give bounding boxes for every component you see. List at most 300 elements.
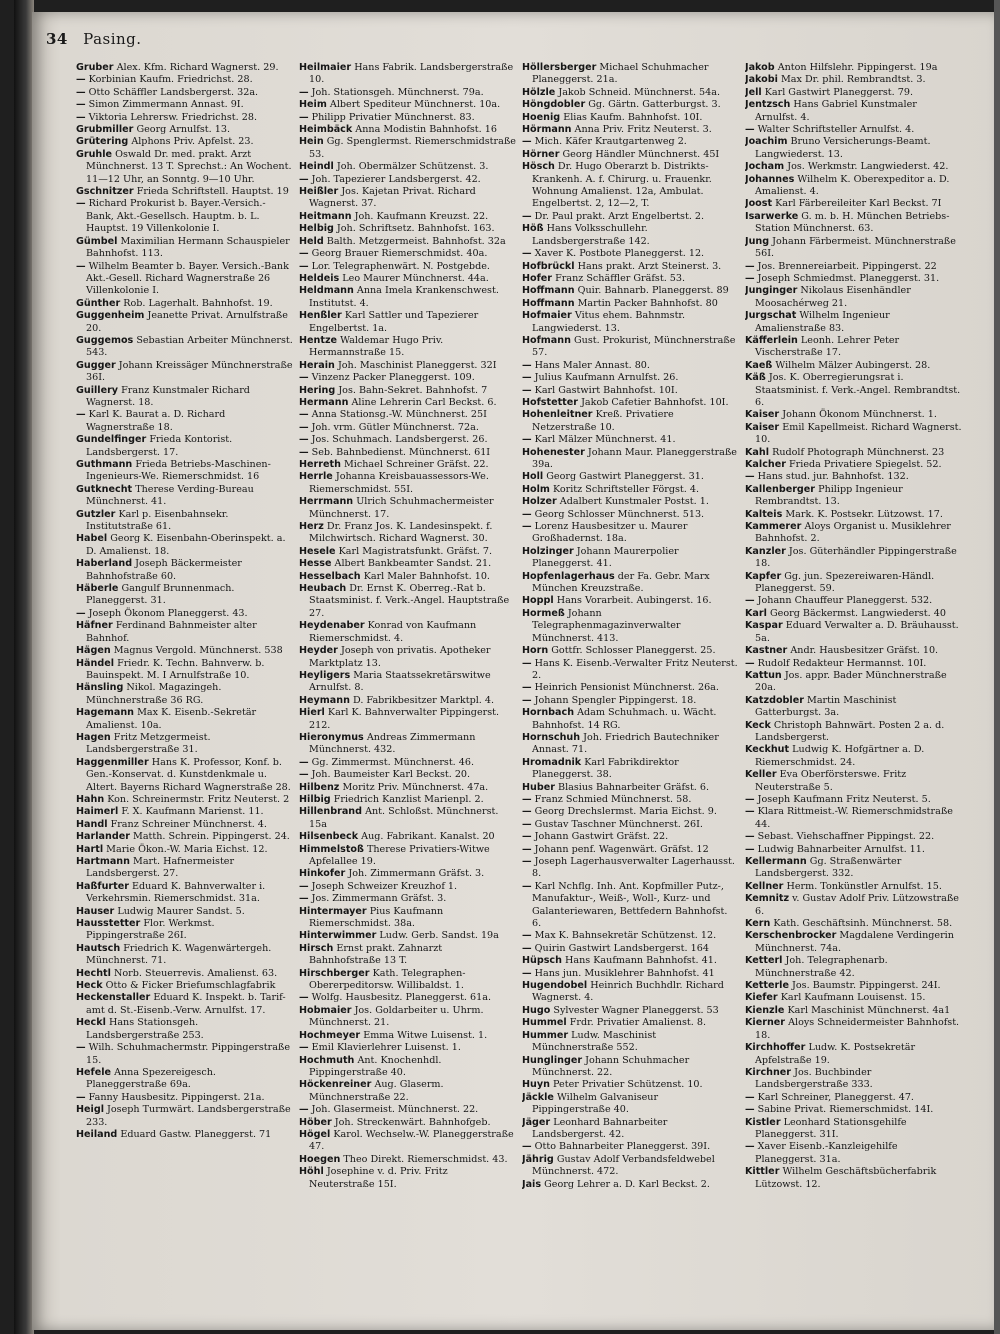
entry-name: Heim (299, 99, 327, 111)
entry-name: Höngdobler (522, 99, 586, 111)
directory-entry (522, 732, 739, 757)
entry-details: Rob. Lagerhalt. Bahnhofst. 19. (123, 297, 273, 309)
entry-details: Mich. Käfer Krautgartenweg 2. (534, 136, 687, 148)
entry-name: Jährig (522, 1153, 554, 1165)
directory-entry (76, 409, 293, 434)
entry-details: Aug. Fabrikant. Kanalst. 20 (361, 831, 495, 843)
entry-details: Joh. Zimmermann Gräfst. 3. (348, 868, 485, 880)
entry-name: Kerschenbrocker (745, 930, 837, 942)
entry-name: — (522, 967, 532, 979)
entry-name: Huber (522, 781, 555, 793)
entry-name: Haggenmiller (76, 756, 149, 768)
directory-entry (522, 819, 739, 831)
directory-entry (299, 385, 516, 397)
directory-entry (522, 1141, 739, 1153)
entry-name: — (745, 124, 755, 136)
entry-details: Theo Direkt. Riemerschmidst. 43. (343, 1153, 508, 1165)
entry-name: Guggenheim (76, 310, 145, 322)
entry-name: Herrmann (299, 496, 354, 508)
entry-details: Otto Bahnarbeiter Planeggerst. 39I. (534, 1141, 711, 1153)
entry-name: Heydenaber (299, 620, 365, 632)
entry-details: Johann Maur. Planeggerstraße 39a. (532, 446, 737, 470)
entry-details: Hans jun. Musiklehrer Bahnhofst. 41 (534, 967, 715, 979)
entry-name: Hobmaier (299, 1004, 352, 1016)
entry-name: — (745, 1104, 755, 1116)
entry-details: Christoph Bahnwärt. Posten 2 a. d. Landsbergerst. (755, 719, 945, 743)
directory-entry (299, 844, 516, 869)
entry-details: Wolfg. Hausbesitz. Planeggerst. 61a. (311, 992, 492, 1004)
entry-name: Hummel (522, 1017, 567, 1029)
directory-entry (522, 930, 739, 942)
entry-details: Hans prakt. Arzt Steinerst. 3. (577, 260, 722, 272)
entry-name: — (745, 1141, 755, 1153)
directory-entry (522, 62, 739, 87)
directory-entry (745, 571, 962, 596)
entry-name: Hornbach (522, 707, 575, 719)
entry-name: Hägen (76, 645, 111, 657)
entry-name: — (76, 74, 86, 86)
entry-name: — (522, 384, 532, 396)
directory-entry (76, 360, 293, 385)
entry-name: Höber (299, 1116, 332, 1128)
directory-entry (745, 236, 962, 261)
directory-entry (745, 174, 962, 199)
directory-entry (299, 645, 516, 670)
entry-name: Kirchner (745, 1066, 792, 1078)
entry-name: Harlander (76, 831, 130, 843)
entry-details: Joseph Schweizer Kreuzhof 1. (311, 880, 458, 892)
entry-name: — (745, 657, 755, 669)
entry-details: Jos. Zimmermann Gräfst. 3. (311, 893, 447, 905)
directory-entry (522, 1079, 739, 1091)
entry-name: Hölzle (522, 86, 556, 98)
entry-details: Hans Gabriel Kunstmaler Arnulfst. 4. (755, 99, 917, 123)
directory-entry (76, 583, 293, 608)
directory-entry (299, 422, 516, 434)
entry-details: Johann Spengler Pippingerst. 18. (534, 694, 697, 706)
entry-name: Haberland (76, 558, 133, 570)
entry-name: Kahl (745, 446, 770, 458)
directory-entry (745, 211, 962, 236)
entry-name: — (76, 111, 86, 123)
directory-entry (76, 99, 293, 111)
entry-name: Joost (745, 198, 773, 210)
entry-name: Jäger (522, 1116, 551, 1128)
entry-name: — (745, 831, 755, 843)
directory-entry (299, 831, 516, 843)
entry-name: — (299, 434, 309, 446)
directory-entry (76, 74, 293, 86)
entry-details: Johann penf. Wagenwärt. Gräfst. 12 (534, 843, 709, 855)
directory-entry (299, 757, 516, 769)
entry-details: Joseph Bäckermeister Bahnhofstraße 60. (86, 558, 242, 582)
directory-entry (745, 484, 962, 509)
entry-details: Joh. Streckenwärt. Bahnhofgeb. (334, 1116, 491, 1128)
entry-details: Ludw. Maschinist Münchnerstraße 552. (532, 1029, 657, 1054)
directory-entry (522, 273, 739, 285)
directory-entry (299, 397, 516, 409)
entry-name: — (745, 843, 755, 855)
directory-entry (745, 980, 962, 992)
entry-details: Balth. Metzgermeist. Bahnhofst. 32a (326, 235, 506, 247)
entry-details: Eduard K. Bahnverwalter i. Verkehrsmin. Riemerschmidst. 31a. (86, 880, 266, 905)
directory-entry (522, 682, 739, 694)
entry-details: Joseph Kaufmann Fritz Neuterst. 5. (757, 793, 931, 805)
entry-name: Hering (299, 384, 336, 396)
entry-details: Blasius Bahnarbeiter Gräfst. 6. (558, 781, 710, 793)
directory-entry (299, 992, 516, 1004)
entry-details: Gottfr. Schlosser Planeggerst. 25. (551, 645, 716, 657)
entry-name: Katzdobler (745, 694, 804, 706)
directory-entry (522, 248, 739, 260)
directory-entry (299, 968, 516, 993)
directory-entry (299, 273, 516, 285)
entry-name: Hesselbach (299, 570, 361, 582)
directory-entry (299, 521, 516, 546)
entry-details: Bruno Versicherungs-Beamt. Langwiederst. 13. (755, 136, 931, 160)
directory-entry (745, 720, 962, 745)
directory-entry (745, 161, 962, 173)
directory-entry (745, 744, 962, 769)
entry-name: Kern (745, 918, 771, 930)
entry-details: Jos. Werkmstr. Langwiederst. 42. (787, 161, 949, 173)
entry-details: Moritz Priv. Münchnerst. 47a. (342, 781, 489, 793)
directory-entry (76, 819, 293, 831)
directory-entry (522, 695, 739, 707)
entry-name: Hösch (522, 161, 555, 173)
entry-details: Julius Kaufmann Arnulfst. 26. (534, 372, 679, 384)
column-2 (299, 62, 516, 1320)
directory-entry (299, 99, 516, 111)
entry-name: — (522, 434, 532, 446)
entry-name: — (299, 248, 309, 260)
entry-name: Hartmann (76, 856, 130, 867)
entry-details: Wilhelm Ingenieur Amalienstraße 83. (755, 310, 890, 334)
entry-name: Hormeß (522, 607, 565, 619)
directory-entry (745, 992, 962, 1004)
entry-name: Helbig (299, 223, 334, 235)
entry-name: Heimbäck (299, 124, 353, 136)
entry-name: Hornschuh (522, 731, 581, 743)
entry-details: Adam Schuhmach. u. Wächt. Bahnhofst. 14 RG. (532, 707, 717, 731)
directory-entry (522, 806, 739, 818)
entry-details: Ludwig K. Hofgärtner a. D. Riemerschmidst. 24. (755, 744, 925, 768)
entry-details: Lor. Telegraphenwärt. N. Postgebde. (311, 260, 490, 272)
entry-name: Heilmaier (299, 62, 352, 73)
entry-details: Friedrich Kanzlist Marienpl. 2. (333, 793, 484, 805)
directory-entry (522, 1117, 739, 1142)
directory-entry (522, 124, 739, 136)
directory-entry (522, 571, 739, 596)
directory-entry (745, 1141, 962, 1166)
entry-details: Maximilian Hermann Schauspieler Bahnhofst. 113. (86, 235, 290, 260)
directory-entry (299, 732, 516, 757)
entry-name: Hopfenlagerhaus (522, 570, 615, 582)
entry-details: Nikolaus Eisenhändler Moosachérweg 21. (755, 285, 911, 309)
entry-name: Höß (522, 223, 544, 235)
entry-name: Kallenberger (745, 483, 816, 495)
directory-entry (299, 571, 516, 583)
directory-entry (76, 186, 293, 198)
entry-details: Mart. Hafnermeister Landsbergerst. 27. (86, 856, 235, 880)
entry-details: Aug. Glaserm. Münchnerstraße 22. (309, 1079, 444, 1103)
directory-entry (299, 670, 516, 695)
entry-name: Gruber (76, 62, 114, 73)
entry-details: Otto Schäffler Landsbergerst. 32a. (88, 86, 259, 98)
entry-name: Hänsling (76, 682, 124, 694)
entry-details: Ferdinand Bahnmeister alter Bahnhof. (86, 620, 257, 644)
entry-details: Eduard Verwalter a. D. Bräuhausst. 5a. (755, 620, 959, 644)
entry-details: Jos. Goldarbeiter u. Uhrm. Münchnerst. 21. (309, 1004, 484, 1029)
entry-details: Jos. Güterhändler Pippingerstraße 18. (755, 545, 957, 570)
entry-details: Gust. Prokurist, Münchnerstraße 57. (532, 334, 736, 359)
entry-details: Albert Bankbeamter Sandst. 21. (334, 558, 492, 570)
entry-details: Sylvester Wagner Planeggerst. 53 (553, 1004, 719, 1016)
entry-details: Georg Schlosser Münchnerst. 513. (534, 508, 705, 520)
directory-entry (76, 261, 293, 298)
directory-entry (299, 1079, 516, 1104)
entry-name: Guillery (76, 384, 119, 396)
directory-entry (76, 124, 293, 136)
directory-entry (299, 211, 516, 223)
entry-details: Jos. appr. Bader Münchnerstraße 20a. (755, 669, 947, 694)
directory-entry (299, 1030, 516, 1042)
directory-entry (522, 310, 739, 335)
entry-name: — (522, 136, 532, 148)
entry-details: Richard Prokurist b. Bayer.-Versich.-Bank, Akt.-Gesellsch. Hauptm. b. L. Hauptst. 19 Villenkolonie I. (86, 198, 266, 235)
entry-details: Fritz Metzgermeist. Landsbergerstraße 31. (86, 731, 211, 756)
entry-details: Frieda Privatiere Spiegelst. 52. (789, 459, 942, 470)
entry-name: Heckl (76, 1017, 106, 1029)
directory-entry (299, 1154, 516, 1166)
entry-name: Höckenreiner (299, 1079, 372, 1091)
entry-name: Hautsch (76, 942, 121, 954)
directory-entry (522, 546, 739, 571)
entry-details: Hans stud. jur. Bahnhofst. 132. (757, 471, 909, 483)
directory-entry (522, 471, 739, 483)
entry-name: Holzer (522, 496, 557, 508)
directory-entry (522, 211, 739, 223)
entry-name: — (299, 446, 309, 458)
entry-name: Kellner (745, 880, 784, 892)
entry-name: Hugo (522, 1004, 551, 1016)
directory-entry (76, 1104, 293, 1129)
directory-entry (745, 99, 962, 124)
entry-details: Karl Nchflg. Inh. Ant. Kopfmiller Putz-, Manufaktur-, Weiß-, Woll-, Kurz- und Galanteriewaren, Bettfedern Bahnhofst. 6. (532, 880, 728, 930)
directory-entry (522, 1055, 739, 1080)
entry-name: — (299, 173, 309, 185)
directory-entry (745, 546, 962, 571)
entry-name: — (299, 1104, 309, 1116)
entry-name: Kaiser (745, 421, 780, 433)
entry-name: Hoenig (522, 111, 561, 123)
directory-entry (745, 1005, 962, 1017)
directory-entry (76, 1092, 293, 1104)
entry-details: Quirin Gastwirt Landsbergerst. 164 (534, 942, 709, 954)
directory-entry (745, 1117, 962, 1142)
entry-name: — (299, 111, 309, 123)
entry-details: Martin Packer Bahnhofst. 80 (577, 297, 718, 309)
entry-name: Kaiser (745, 409, 780, 421)
entry-details: Joh. Glasermeist. Münchnerst. 22. (311, 1104, 479, 1116)
entry-details: Jos. Kajetan Privat. Richard Wagnerst. 37. (309, 186, 476, 210)
entry-details: Franz Schmied Münchnerst. 58. (534, 793, 692, 805)
entry-name: — (522, 856, 532, 867)
entry-name: Hermann (299, 396, 349, 408)
column-3 (522, 62, 739, 1320)
entry-details: Max K. Eisenb.-Sekretär Amalienst. 10a. (86, 707, 257, 731)
directory-entry (76, 757, 293, 794)
entry-name: Hofmaier (522, 310, 572, 322)
entry-name: Hunglinger (522, 1054, 583, 1066)
entry-name: Kapfer (745, 570, 782, 582)
entry-details: Heinrich Buchhdlr. Richard Wagnerst. 4. (532, 980, 724, 1004)
entry-details: Xaver Eisenb.-Kanzleigehilfe Planeggerst. 31a. (755, 1141, 898, 1165)
entry-name: — (745, 793, 755, 805)
entry-name: — (299, 880, 309, 892)
entry-name: Höllersberger (522, 62, 597, 73)
entry-name: Kemnitz (745, 893, 790, 905)
entry-details: Karl Magistratsfunkt. Gräfst. 7. (338, 545, 493, 557)
directory-entry (745, 310, 962, 335)
directory-entry (522, 1154, 739, 1179)
entry-name: Hofmann (522, 334, 571, 346)
entry-name: Käfferlein (745, 334, 798, 346)
entry-name: — (299, 409, 309, 421)
entry-name: Kierner (745, 1017, 786, 1029)
entry-details: Kon. Schreinermstr. Fritz Neuterst. 2 (107, 793, 290, 805)
entry-name: Kienzle (745, 1004, 785, 1016)
entry-name: — (76, 607, 86, 619)
entry-details: Joseph von privatis. Apotheker Marktplatz 13. (309, 645, 491, 669)
entry-name: Hagemann (76, 707, 135, 719)
entry-name: Heck (76, 980, 103, 992)
entry-name: — (522, 359, 532, 371)
directory-entry (76, 1017, 293, 1042)
directory-entry (745, 459, 962, 471)
directory-entry (522, 409, 739, 434)
directory-entry (76, 533, 293, 558)
directory-entry (522, 372, 739, 384)
directory-entry (522, 968, 739, 980)
directory-entry (745, 1017, 962, 1042)
entry-details: Georg Händler Münchnerst. 45I (562, 148, 720, 160)
directory-entry (76, 794, 293, 806)
entry-name: — (299, 1042, 309, 1054)
directory-entry (299, 87, 516, 99)
entry-name: Hilsenbeck (299, 831, 359, 843)
entry-details: Sebast. Viehschaffner Pippingst. 22. (757, 831, 935, 843)
entry-details: Joh. Maschinist Planeggerst. 32I (337, 359, 497, 371)
entry-name: Guggemos (76, 334, 134, 346)
directory-entry (299, 248, 516, 260)
entry-name: Hauser (76, 905, 115, 917)
entry-details: Ant. Schloßst. Münchnerst. 15a (309, 806, 499, 830)
entry-details: Georg Gastwirt Planeggerst. 31. (546, 471, 704, 483)
entry-details: Joh. Baumeister Karl Beckst. 20. (311, 769, 471, 781)
directory-entry (522, 1092, 739, 1117)
entry-details: Nikol. Magazingeh. Münchnerstraße 36 RG. (86, 682, 222, 706)
directory-entry (299, 310, 516, 335)
directory-entry (745, 521, 962, 546)
entry-details: Georg Bäckermst. Langwiederst. 40 (770, 607, 946, 619)
entry-name: Höhl (299, 1166, 324, 1178)
directory-entry (522, 385, 739, 397)
entry-details: Quir. Bahnarb. Planeggerst. 89 (577, 285, 729, 297)
book-spine-shadow (14, 0, 34, 1334)
directory-entry (76, 918, 293, 943)
directory-entry (522, 335, 739, 360)
directory-entry (299, 136, 516, 161)
directory-entry (299, 447, 516, 459)
entry-name: Händel (76, 657, 114, 669)
entry-details: Aloys Organist u. Musiklehrer Bahnhofst. 2. (755, 521, 951, 545)
entry-details: Joh. Friedrich Bautechniker Annast. 71. (532, 731, 719, 756)
entry-details: Kath. Geschäftsinh. Münchnerst. 58. (773, 918, 953, 930)
directory-entry (299, 1055, 516, 1080)
entry-details: Johann Schuhmacher Münchnerst. 22. (532, 1054, 690, 1078)
entry-details: Gg. jun. Spezereiwaren-Händl. Planeggerst. 59. (755, 570, 935, 595)
entry-details: Gg. Zimmermst. Münchnerst. 46. (311, 756, 475, 768)
entry-details: Emil Kapellmeist. Richard Wagnerst. 10. (755, 421, 962, 446)
directory-entry (522, 360, 739, 372)
entry-name: Hörmann (522, 124, 572, 136)
directory-entry (76, 608, 293, 620)
entry-details: Philipp Ingenieur Rembrandtst. 13. (755, 483, 903, 508)
entry-details: Jos. Buchbinder Landsbergerstraße 333. (755, 1066, 873, 1091)
entry-details: Franz Schreiner Münchnerst. 4. (110, 818, 267, 830)
directory-entry (76, 434, 293, 459)
entry-name: — (522, 930, 532, 942)
directory-entry (745, 273, 962, 285)
entry-name: — (299, 421, 309, 433)
entry-name: — (745, 260, 755, 272)
entry-name: Hofbrückl (522, 260, 575, 272)
directory-entry (299, 881, 516, 893)
entry-name: Jakobi (745, 74, 778, 86)
directory-entry (745, 806, 962, 831)
entry-details: Flor. Werkmst. Pippingerstraße 26I. (86, 918, 215, 942)
entry-name: Hierl (299, 707, 325, 719)
entry-name: Gschnitzer (76, 186, 134, 198)
entry-name: Hagen (76, 731, 111, 743)
entry-details: Wilhelm Beamter b. Bayer. Versich.-Bank Akt.-Gesell. Richard Wagnerstraße 26 Villenkolonie I. (86, 260, 289, 297)
scan-right-edge (994, 0, 1000, 1334)
entry-name: — (522, 521, 532, 533)
entry-details: Karl Sattler und Tapezierer Engelbertst. 1a. (309, 310, 479, 334)
entry-details: Joseph Schmiedmst. Planeggerst. 31. (757, 272, 940, 284)
column-1 (76, 62, 293, 1320)
entry-details: der Fa. Gebr. Marx München Kreuzstraße. (532, 570, 710, 595)
directory-entry (522, 757, 739, 782)
directory-entry (745, 1042, 962, 1067)
entry-name: Hirsch (299, 942, 334, 954)
directory-entry (76, 1129, 293, 1141)
directory-entry (76, 881, 293, 906)
entry-details: Joh. Telegraphenarb. Münchnerstraße 42. (755, 955, 888, 979)
directory-entry (76, 980, 293, 992)
directory-entry (522, 1005, 739, 1017)
entry-name: Jurgschat (745, 310, 797, 322)
directory-entry (522, 943, 739, 955)
entry-name: Jais (522, 1178, 542, 1190)
entry-name: — (522, 210, 532, 222)
entry-details: Franz Schäffler Gräfst. 53. (555, 272, 686, 284)
entry-details: Georg Brauer Riemerschmidst. 40a. (311, 248, 488, 260)
directory-entry (76, 310, 293, 335)
entry-name: Heiland (76, 1128, 118, 1140)
entry-name: Henßler (299, 310, 342, 322)
